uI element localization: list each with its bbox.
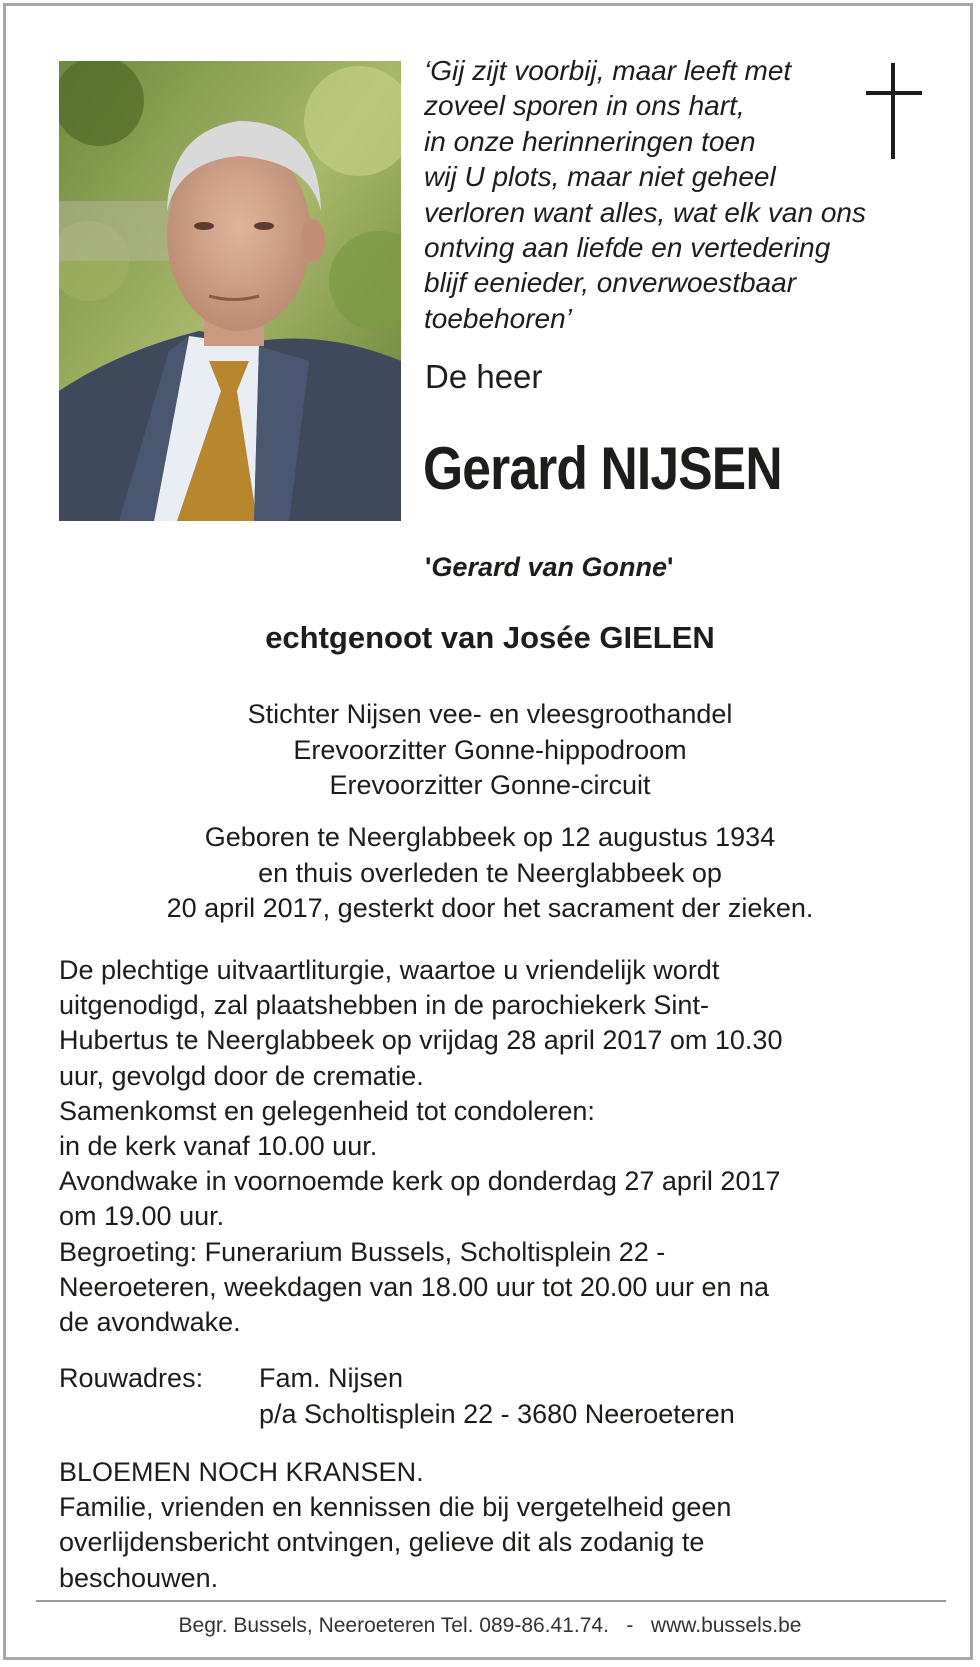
latin-cross-icon bbox=[866, 63, 922, 159]
nickname-open-quote: ' bbox=[425, 552, 432, 582]
closing-line: overlijdensbericht ontvingen, gelieve dit als zodanig te bbox=[59, 1527, 705, 1558]
nickname-close-quote: ' bbox=[667, 552, 674, 582]
body-line: om 19.00 uur. bbox=[59, 1201, 225, 1232]
role-line: Erevoorzitter Gonne-hippodroom bbox=[293, 734, 687, 765]
poem-line: ontving aan liefde en vertedering bbox=[424, 232, 831, 264]
deceased-name: Gerard NIJSEN bbox=[423, 435, 782, 502]
closing-notice bbox=[59, 1455, 731, 1596]
nickname-text: Gerard van Gonne bbox=[431, 552, 667, 582]
body-line: De plechtige uitvaartliturgie, waartoe u vriendelijk wordt bbox=[59, 955, 720, 985]
body-line: Begroeting: Funerarium Bussels, Scholtisplein 22 - bbox=[59, 1236, 666, 1267]
salutation: De heer bbox=[425, 358, 543, 395]
date-line: en thuis overleden te Neerglabbeek op bbox=[258, 857, 722, 888]
body-line: uitgenodigd, zal plaatshebben in de parochiekerk Sint- bbox=[59, 990, 709, 1021]
ceremony-details bbox=[59, 953, 939, 1340]
closing-line: BLOEMEN NOCH KRANSEN. bbox=[59, 1457, 424, 1487]
body-line: Neeroeteren, weekdagen van 18.00 uur tot 20.00 uur en na bbox=[59, 1271, 770, 1302]
nickname bbox=[425, 552, 673, 583]
poem-line: zoveel sporen in ons hart, bbox=[424, 90, 745, 122]
body-line: in de kerk vanaf 10.00 uur. bbox=[59, 1131, 378, 1162]
poem-line: wij U plots, maar niet geheel bbox=[424, 161, 776, 193]
body-line: de avondwake. bbox=[59, 1307, 241, 1338]
role-line: Stichter Nijsen vee- en vleesgroothandel bbox=[247, 699, 733, 729]
role-line: Erevoorzitter Gonne-circuit bbox=[329, 770, 651, 800]
date-line: 20 april 2017, gesterkt door het sacrament der zieken. bbox=[166, 893, 814, 923]
address-line-2: p/a Scholtisplein 22 - 3680 Neeroeteren bbox=[259, 1398, 735, 1429]
footer-credit: Begr. Bussels, Neeroeteren Tel. 089-86.41.74. - www.bussels.be bbox=[178, 1614, 802, 1637]
address-line-1: Fam. Nijsen bbox=[259, 1363, 404, 1393]
poem-line: toebehoren’ bbox=[424, 302, 572, 334]
closing-line: Familie, vrienden en kennissen die bij vergetelheid geen bbox=[59, 1492, 732, 1523]
roles-block bbox=[0, 697, 980, 804]
portrait-photo bbox=[59, 61, 401, 521]
poem-line: blijf eenieder, onverwoestbaar bbox=[424, 267, 797, 299]
body-line: Hubertus te Neerglabbeek op vrijdag 28 april 2017 om 10.30 bbox=[59, 1025, 783, 1056]
spouse-line: echtgenoot van Josée GIELEN bbox=[265, 620, 715, 655]
poem-line: ‘Gij zijt voorbij, maar leeft met bbox=[424, 55, 792, 86]
date-line: Geboren te Neerglabbeek op 12 augustus 1934 bbox=[204, 822, 776, 852]
poem-line: verloren want alles, wat elk van ons bbox=[424, 196, 866, 228]
dates-block bbox=[0, 820, 980, 927]
body-line: Samenkomst en gelegenheid tot condoleren: bbox=[59, 1095, 595, 1126]
address-label: Rouwadres: bbox=[59, 1363, 204, 1393]
poem bbox=[424, 53, 924, 336]
portrait-image bbox=[59, 61, 401, 521]
footer-divider bbox=[36, 1600, 946, 1602]
body-line: uur, gevolgd door de crematie. bbox=[59, 1060, 424, 1091]
poem-line: in onze herinneringen toen bbox=[424, 125, 756, 157]
body-line: Avondwake in voornoemde kerk op donderdag 27 april 2017 bbox=[59, 1166, 781, 1197]
closing-line: beschouwen. bbox=[59, 1562, 219, 1593]
